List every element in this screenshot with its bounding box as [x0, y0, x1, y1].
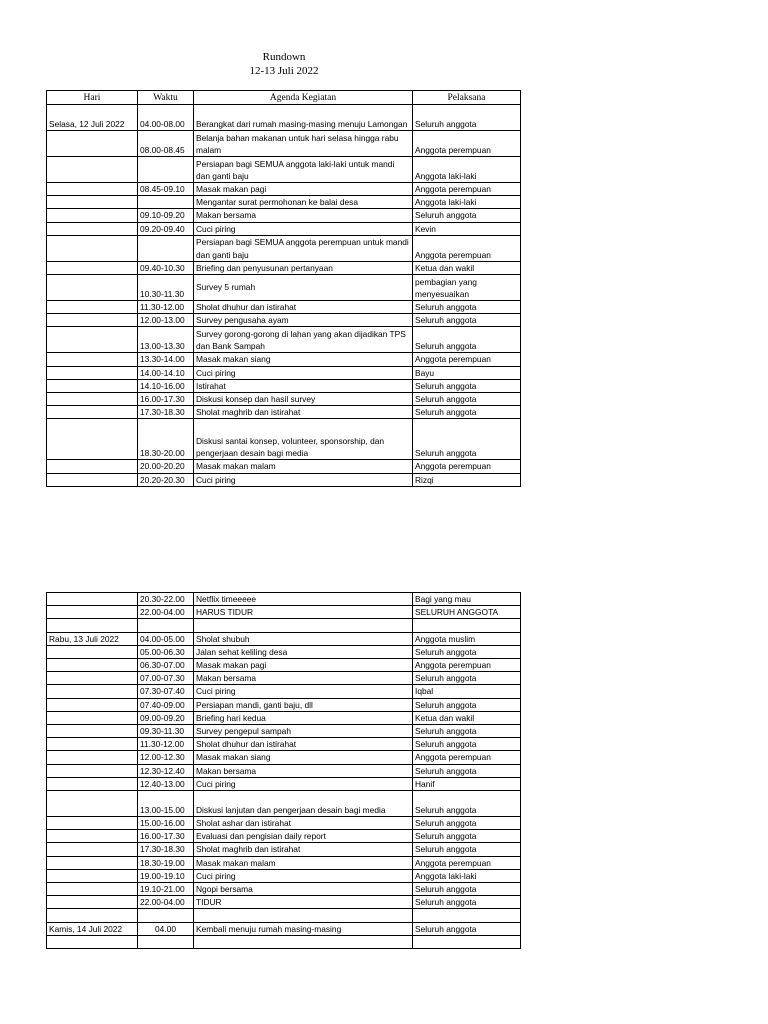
cell-pelaksana: Anggota perempuan: [413, 183, 521, 196]
cell-waktu: 05.00-06.30: [138, 645, 194, 658]
column-header-waktu: Waktu: [138, 91, 194, 105]
cell-waktu: 12.30-12.40: [138, 764, 194, 777]
cell-hari: [47, 209, 138, 222]
cell-agenda: Survey pengepul sampah: [194, 725, 413, 738]
table-row: [47, 261, 521, 274]
cell-pelaksana: Seluruh anggota: [413, 791, 521, 817]
cell-hari: [47, 698, 138, 711]
cell-pelaksana: Seluruh anggota: [413, 922, 521, 935]
cell-hari: [47, 935, 138, 948]
table-row: [47, 791, 521, 817]
cell-waktu: 07.00-07.30: [138, 672, 194, 685]
cell-agenda: Makan bersama: [194, 764, 413, 777]
cell-waktu: 22.00-04.00: [138, 896, 194, 909]
cell-pelaksana: Iqbal: [413, 685, 521, 698]
table-row: [47, 314, 521, 327]
cell-hari: Kamis, 14 Juli 2022: [47, 922, 138, 935]
cell-agenda: Cuci piring: [194, 869, 413, 882]
table-row: [47, 183, 521, 196]
cell-agenda: Survey 5 rumah: [194, 275, 413, 301]
cell-agenda: Diskusi lanjutan dan pengerjaan desain bagi media: [194, 791, 413, 817]
cell-hari: [47, 196, 138, 209]
table-row: [47, 366, 521, 379]
cell-waktu: 04.00-08.00: [138, 105, 194, 131]
cell-waktu: 07.30-07.40: [138, 685, 194, 698]
cell-waktu: [138, 619, 194, 632]
cell-waktu: 11.30-12.00: [138, 301, 194, 314]
cell-waktu: 09.40-10.30: [138, 261, 194, 274]
cell-agenda: Istirahat: [194, 379, 413, 392]
cell-pelaksana: Seluruh anggota: [413, 393, 521, 406]
cell-agenda: Sholat dhuhur dan istirahat: [194, 738, 413, 751]
cell-pelaksana: Seluruh anggota: [413, 883, 521, 896]
cell-agenda: Persiapan mandi, ganti baju, dll: [194, 698, 413, 711]
cell-pelaksana: [413, 909, 521, 922]
table-row: [47, 777, 521, 790]
cell-hari: [47, 393, 138, 406]
cell-pelaksana: Anggota perempuan: [413, 659, 521, 672]
cell-waktu: 04.00: [138, 922, 194, 935]
cell-agenda: Sholat maghrib dan istirahat: [194, 406, 413, 419]
cell-agenda: Makan bersama: [194, 672, 413, 685]
table-row: [47, 353, 521, 366]
cell-pelaksana: Seluruh anggota: [413, 725, 521, 738]
cell-agenda: Sholat dhuhur dan istirahat: [194, 301, 413, 314]
cell-agenda: Masak makan siang: [194, 353, 413, 366]
table-row: [47, 196, 521, 209]
table-row: [47, 275, 521, 301]
cell-hari: [47, 645, 138, 658]
cell-hari: Selasa, 12 Juli 2022: [47, 105, 138, 131]
cell-hari: [47, 593, 138, 606]
cell-waktu: 18.30-20.00: [138, 419, 194, 460]
cell-hari: [47, 764, 138, 777]
cell-pelaksana: Ketua dan wakil: [413, 261, 521, 274]
table-row: [47, 619, 521, 632]
cell-agenda: Ngopi bersama: [194, 883, 413, 896]
cell-agenda: Masak makan pagi: [194, 183, 413, 196]
cell-hari: Rabu, 13 Juli 2022: [47, 632, 138, 645]
cell-hari: [47, 843, 138, 856]
table-row: [47, 711, 521, 724]
cell-pelaksana: Seluruh anggota: [413, 672, 521, 685]
table-row: [47, 105, 521, 131]
cell-pelaksana: Ketua dan wakil: [413, 711, 521, 724]
cell-pelaksana: Anggota perempuan: [413, 460, 521, 473]
table-row: [47, 869, 521, 882]
cell-agenda: Cuci piring: [194, 685, 413, 698]
cell-hari: [47, 791, 138, 817]
cell-agenda: Diskusi santai konsep, volunteer, sponsorship, dan pengerjaan desain bagi media: [194, 419, 413, 460]
cell-hari: [47, 659, 138, 672]
cell-waktu: 19.00-19.10: [138, 869, 194, 882]
cell-agenda: Diskusi konsep dan hasil survey: [194, 393, 413, 406]
table-row: [47, 909, 521, 922]
cell-waktu: 20.00-20.20: [138, 460, 194, 473]
cell-pelaksana: SELURUH ANGGOTA: [413, 606, 521, 619]
cell-hari: [47, 883, 138, 896]
table-row: [47, 473, 521, 486]
cell-waktu: [138, 235, 194, 261]
cell-hari: [47, 896, 138, 909]
table-row: [47, 764, 521, 777]
cell-pelaksana: Anggota perempuan: [413, 235, 521, 261]
column-header-agenda: Agenda Kegiatan: [194, 91, 413, 105]
document-title: Rundown: [262, 51, 306, 63]
cell-waktu: 17.30-18.30: [138, 843, 194, 856]
cell-agenda: Jalan sehat keliling desa: [194, 645, 413, 658]
cell-hari: [47, 725, 138, 738]
cell-pelaksana: Anggota perempuan: [413, 856, 521, 869]
table-row: [47, 645, 521, 658]
cell-pelaksana: Seluruh anggota: [413, 301, 521, 314]
cell-agenda: [194, 935, 413, 948]
cell-waktu: 12.40-13.00: [138, 777, 194, 790]
table-row: [47, 922, 521, 935]
cell-waktu: 09.10-09.20: [138, 209, 194, 222]
cell-agenda: Makan bersama: [194, 209, 413, 222]
cell-pelaksana: Hanif: [413, 777, 521, 790]
cell-waktu: 20.20-20.30: [138, 473, 194, 486]
table-row: [47, 131, 521, 157]
cell-waktu: 07.40-09.00: [138, 698, 194, 711]
cell-hari: [47, 817, 138, 830]
cell-waktu: 09.00-09.20: [138, 711, 194, 724]
cell-waktu: 13.00-13.30: [138, 327, 194, 353]
cell-pelaksana: Bayu: [413, 366, 521, 379]
cell-waktu: 19.10-21.00: [138, 883, 194, 896]
table-row: [47, 379, 521, 392]
table-header-row: [47, 91, 521, 105]
cell-waktu: [138, 935, 194, 948]
table-row: [47, 659, 521, 672]
cell-agenda: Cuci piring: [194, 473, 413, 486]
cell-waktu: 08.45-09.10: [138, 183, 194, 196]
cell-pelaksana: Seluruh anggota: [413, 419, 521, 460]
table-row: [47, 632, 521, 645]
cell-hari: [47, 406, 138, 419]
table-row: [47, 606, 521, 619]
table-row: [47, 301, 521, 314]
cell-agenda: Masak makan siang: [194, 751, 413, 764]
column-header-hari: Hari: [47, 91, 138, 105]
table-row: [47, 593, 521, 606]
table-row: [47, 751, 521, 764]
cell-pelaksana: Seluruh anggota: [413, 698, 521, 711]
cell-agenda: [194, 909, 413, 922]
cell-waktu: 16.00-17.30: [138, 830, 194, 843]
cell-hari: [47, 353, 138, 366]
cell-pelaksana: Seluruh anggota: [413, 379, 521, 392]
table-row: [47, 698, 521, 711]
cell-agenda: Cuci piring: [194, 366, 413, 379]
cell-pelaksana: [413, 619, 521, 632]
cell-agenda: Briefing dan penyusunan pertanyaan: [194, 261, 413, 274]
cell-agenda: Cuci piring: [194, 222, 413, 235]
cell-waktu: 06.30-07.00: [138, 659, 194, 672]
cell-hari: [47, 619, 138, 632]
cell-waktu: 12.00-13.00: [138, 314, 194, 327]
table-row: [47, 738, 521, 751]
cell-hari: [47, 235, 138, 261]
cell-waktu: 22.00-04.00: [138, 606, 194, 619]
cell-waktu: 16.00-17.30: [138, 393, 194, 406]
cell-agenda: Sholat maghrib dan istirahat: [194, 843, 413, 856]
cell-hari: [47, 157, 138, 183]
cell-pelaksana: Kevin: [413, 222, 521, 235]
cell-waktu: 14.00-14.10: [138, 366, 194, 379]
cell-hari: [47, 909, 138, 922]
table-row: [47, 896, 521, 909]
cell-waktu: 18.30-19.00: [138, 856, 194, 869]
cell-waktu: 17.30-18.30: [138, 406, 194, 419]
cell-agenda: Sholat ashar dan istirahat: [194, 817, 413, 830]
table-row: [47, 685, 521, 698]
cell-agenda: Survey pengusaha ayam: [194, 314, 413, 327]
table-row: [47, 725, 521, 738]
cell-pelaksana: Seluruh anggota: [413, 817, 521, 830]
table-row: [47, 209, 521, 222]
cell-hari: [47, 327, 138, 353]
cell-pelaksana: Seluruh anggota: [413, 314, 521, 327]
table-row: [47, 843, 521, 856]
cell-waktu: 10.30-11.30: [138, 275, 194, 301]
cell-hari: [47, 460, 138, 473]
cell-pelaksana: Anggota laki-laki: [413, 157, 521, 183]
cell-pelaksana: Anggota perempuan: [413, 751, 521, 764]
cell-hari: [47, 379, 138, 392]
table-row: [47, 935, 521, 948]
cell-hari: [47, 711, 138, 724]
table-row: [47, 406, 521, 419]
cell-pelaksana: Anggota muslim: [413, 632, 521, 645]
cell-pelaksana: Seluruh anggota: [413, 896, 521, 909]
cell-waktu: 11.30-12.00: [138, 738, 194, 751]
cell-agenda: Cuci piring: [194, 777, 413, 790]
cell-waktu: [138, 157, 194, 183]
cell-pelaksana: Anggota perempuan: [413, 131, 521, 157]
table-row: [47, 157, 521, 183]
cell-waktu: 13.00-15.00: [138, 791, 194, 817]
table-row: [47, 460, 521, 473]
cell-agenda: Persiapan bagi SEMUA anggota perempuan untuk mandi dan ganti baju: [194, 235, 413, 261]
cell-agenda: TIDUR: [194, 896, 413, 909]
cell-agenda: Sholat shubuh: [194, 632, 413, 645]
rundown-table-part-1: [46, 90, 521, 487]
cell-hari: [47, 183, 138, 196]
cell-agenda: HARUS TIDUR: [194, 606, 413, 619]
cell-waktu: [138, 909, 194, 922]
cell-hari: [47, 314, 138, 327]
table-row: [47, 672, 521, 685]
cell-pelaksana: Seluruh anggota: [413, 327, 521, 353]
cell-hari: [47, 830, 138, 843]
table-row: [47, 393, 521, 406]
cell-hari: [47, 606, 138, 619]
cell-agenda: Survey gorong-gorong di lahan yang akan dijadikan TPS dan Bank Sampah: [194, 327, 413, 353]
cell-hari: [47, 275, 138, 301]
cell-pelaksana: Seluruh anggota: [413, 764, 521, 777]
cell-hari: [47, 301, 138, 314]
table-row: [47, 327, 521, 353]
cell-waktu: [138, 196, 194, 209]
cell-hari: [47, 419, 138, 460]
cell-agenda: Masak makan pagi: [194, 659, 413, 672]
cell-waktu: 12.00-12.30: [138, 751, 194, 764]
column-header-pelaksana: Pelaksana: [413, 91, 521, 105]
rundown-table-part-2: [46, 592, 521, 949]
cell-hari: [47, 261, 138, 274]
cell-hari: [47, 473, 138, 486]
cell-agenda: Netflix timeeeee: [194, 593, 413, 606]
cell-agenda: Masak makan malam: [194, 856, 413, 869]
cell-hari: [47, 685, 138, 698]
table-row: [47, 817, 521, 830]
cell-agenda: Mengantar surat permohonan ke balai desa: [194, 196, 413, 209]
document-date-range: 12-13 Juli 2022: [249, 65, 319, 77]
cell-hari: [47, 856, 138, 869]
cell-hari: [47, 366, 138, 379]
table-row: [47, 830, 521, 843]
cell-waktu: 13.30-14.00: [138, 353, 194, 366]
cell-pelaksana: Seluruh anggota: [413, 105, 521, 131]
cell-agenda: Masak makan malam: [194, 460, 413, 473]
table-row: [47, 883, 521, 896]
cell-hari: [47, 869, 138, 882]
cell-hari: [47, 222, 138, 235]
cell-hari: [47, 131, 138, 157]
cell-agenda: Berangkat dari rumah masing-masing menuju Lamongan: [194, 105, 413, 131]
cell-pelaksana: Anggota laki-laki: [413, 196, 521, 209]
cell-agenda: Evaluasi dan pengisian daily report: [194, 830, 413, 843]
cell-waktu: 09.20-09.40: [138, 222, 194, 235]
cell-waktu: 08.00-08.45: [138, 131, 194, 157]
cell-pelaksana: Seluruh anggota: [413, 738, 521, 751]
table-row: [47, 235, 521, 261]
cell-waktu: 09.30-11.30: [138, 725, 194, 738]
cell-pelaksana: Seluruh anggota: [413, 645, 521, 658]
cell-hari: [47, 777, 138, 790]
cell-hari: [47, 672, 138, 685]
cell-pelaksana: Seluruh anggota: [413, 209, 521, 222]
cell-hari: [47, 738, 138, 751]
cell-waktu: 14.10-16.00: [138, 379, 194, 392]
cell-agenda: Briefing hari kedua: [194, 711, 413, 724]
cell-agenda: Kembali menuju rumah masing-masing: [194, 922, 413, 935]
cell-agenda: [194, 619, 413, 632]
cell-waktu: 20.30-22.00: [138, 593, 194, 606]
cell-agenda: Belanja bahan makanan untuk hari selasa hingga rabu malam: [194, 131, 413, 157]
cell-waktu: 15.00-16.00: [138, 817, 194, 830]
cell-pelaksana: pembagian yang menyesuaikan: [413, 275, 521, 301]
cell-pelaksana: Seluruh anggota: [413, 843, 521, 856]
cell-pelaksana: Seluruh anggota: [413, 830, 521, 843]
cell-pelaksana: Anggota perempuan: [413, 353, 521, 366]
table-row: [47, 856, 521, 869]
cell-pelaksana: Bagi yang mau: [413, 593, 521, 606]
table-row: [47, 419, 521, 460]
cell-pelaksana: Anggota laki-laki: [413, 869, 521, 882]
cell-pelaksana: [413, 935, 521, 948]
cell-waktu: 04.00-05.00: [138, 632, 194, 645]
cell-pelaksana: Seluruh anggota: [413, 406, 521, 419]
cell-hari: [47, 751, 138, 764]
table-row: [47, 222, 521, 235]
cell-pelaksana: Rizqi: [413, 473, 521, 486]
cell-agenda: Persiapan bagi SEMUA anggota laki-laki untuk mandi dan ganti baju: [194, 157, 413, 183]
